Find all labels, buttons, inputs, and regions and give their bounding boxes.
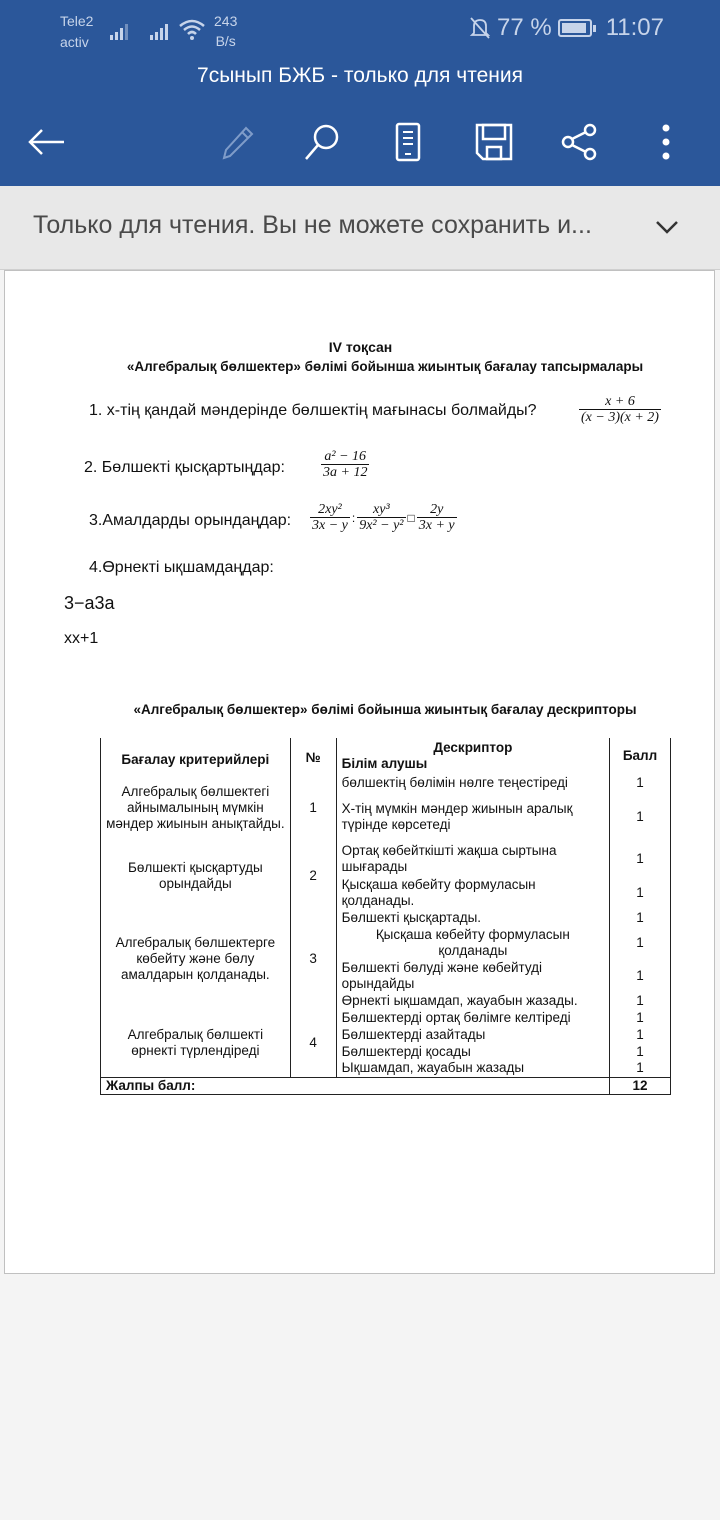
more-options-button[interactable] (640, 116, 692, 168)
denominator: 3x − y (312, 518, 348, 533)
quarter-heading: IV тоқсан (328, 339, 393, 355)
empty-cell (290, 1060, 336, 1077)
descriptor-cell: бөлшектің бөлімін нөлге теңестіреді (336, 774, 609, 792)
table-row (101, 1009, 671, 1026)
descriptor-cell: Бөлшекті бөлуді және көбейтуді орындайды (336, 959, 609, 992)
empty-cell (101, 1060, 291, 1077)
read-only-infobar[interactable] (0, 186, 720, 270)
descriptor-cell: Х-тің мүмкін мәндер жиынын аралық түрінде көрсетеді (336, 792, 609, 842)
save-icon (474, 122, 514, 162)
numerator: x + 6 (605, 394, 635, 409)
table-row (101, 909, 671, 926)
document-title: 7сынып БЖБ - только для чтения (197, 64, 523, 87)
q4-line-2: xx+1 (64, 630, 99, 647)
num-cell: 2 (290, 842, 336, 909)
operator: : (351, 510, 356, 525)
bell-off-icon (469, 16, 491, 40)
table-row (101, 842, 671, 876)
battery-icon (558, 19, 592, 37)
empty-cell (101, 909, 291, 926)
empty-cell (290, 1009, 336, 1026)
table-row (101, 1060, 671, 1077)
speed-unit: B/s (215, 33, 236, 49)
mobile-view-button[interactable] (382, 116, 434, 168)
descriptor-cell: Ортақ көбейткішті жақша сыртына шығарады (336, 842, 609, 876)
signal-icon (110, 22, 130, 40)
q1-fraction (579, 394, 661, 425)
status-right (469, 14, 664, 42)
save-button[interactable] (468, 116, 520, 168)
question-2: 2. Бөлшекті қысқартыңдар: (84, 459, 285, 476)
more-vertical-icon (660, 122, 672, 162)
score-cell: 1 (610, 1026, 671, 1043)
empty-cell (101, 1009, 291, 1026)
score-cell: 1 (610, 792, 671, 842)
descriptor-cell: Бөлшектерді азайтады (336, 1026, 609, 1043)
score-cell: 1 (610, 992, 671, 1009)
score-cell: 1 (610, 926, 671, 959)
total-row (101, 1077, 671, 1094)
share-icon (560, 122, 600, 162)
wifi-icon (178, 18, 206, 42)
descriptor-cell: Қысқаша көбейту формуласын қолданады. (336, 876, 609, 909)
header-score: Балл (610, 738, 671, 774)
app-bar (0, 0, 720, 186)
total-label: Жалпы балл: (101, 1077, 610, 1094)
question-3: 3.Амалдарды орындаңдар: (89, 512, 292, 529)
edit-button[interactable] (210, 116, 262, 168)
criteria-cell: Алгебралық бөлшекті өрнекті түрлендіреді (101, 1026, 291, 1060)
criteria-cell: Алгебралық бөлшектерге көбейту және бөлу амалдарын қолданады. (101, 926, 291, 992)
signal-icon (150, 22, 170, 40)
tasks-title: «Алгебралық бөлшектер» бөлімі бойынша жиынтық бағалау тапсырмалары (126, 359, 644, 374)
num-cell: 3 (290, 926, 336, 992)
table-row (101, 774, 671, 792)
descriptor-cell: Бөлшекті қысқартады. (336, 909, 609, 926)
share-button[interactable] (554, 116, 606, 168)
q2-fraction (321, 449, 369, 480)
descriptor-cell: Өрнекті ықшамдап, жауабын жазады. (336, 992, 609, 1009)
q4-line-1: 3−a3a (64, 593, 115, 613)
table-row (101, 992, 671, 1009)
question-4: 4.Өрнекті ықшамдаңдар: (89, 559, 274, 576)
score-cell: 1 (610, 1043, 671, 1060)
empty-cell (101, 992, 291, 1009)
table-row (101, 926, 671, 959)
header-descriptor (336, 738, 609, 774)
carrier (60, 11, 93, 53)
descriptor-cell: Бөлшектерді қосады (336, 1043, 609, 1060)
score-cell: 1 (610, 1060, 671, 1077)
header-descriptor-label: Дескриптор (433, 740, 513, 755)
numerator: 2xy² (318, 502, 342, 517)
speed-value: 243 (214, 13, 238, 29)
numerator: xy³ (373, 502, 390, 517)
read-only-message: Только для чтения. Вы не можете сохранить и... (33, 211, 592, 239)
pencil-icon (216, 122, 256, 162)
status-bar (0, 0, 720, 60)
descriptor-cell: Ықшамдап, жауабын жазады (336, 1060, 609, 1077)
total-value: 12 (610, 1077, 671, 1094)
table-header-row (101, 738, 671, 774)
back-arrow-icon (26, 127, 66, 157)
mobile-view-icon (393, 122, 423, 162)
score-cell: 1 (610, 842, 671, 876)
toolbar (0, 110, 720, 174)
clock: 11:07 (605, 14, 664, 41)
search-button[interactable] (296, 116, 348, 168)
table-row (101, 1026, 671, 1043)
document-page (4, 270, 715, 1274)
carrier-name: Tele2 (60, 13, 94, 29)
criteria-cell: Бөлшекті қысқартуды орындайды (101, 842, 291, 909)
header-criteria: Бағалау критерийлері (101, 738, 291, 774)
header-descriptor-sub: Білім алушы (341, 756, 428, 771)
empty-cell (290, 992, 336, 1009)
score-cell: 1 (610, 959, 671, 992)
chevron-down-icon[interactable] (654, 214, 680, 240)
num-cell: 1 (290, 774, 336, 842)
score-cell: 1 (610, 909, 671, 926)
question-1: 1. х-тің қандай мәндерінде бөлшектің мағынасы болмайды? (89, 402, 537, 419)
score-cell: 1 (610, 1009, 671, 1026)
score-cell: 1 (610, 876, 671, 909)
operator: □ (407, 510, 415, 525)
numerator: a² − 16 (324, 449, 367, 464)
numerator: 2y (430, 502, 444, 517)
empty-cell (290, 909, 336, 926)
network-speed (214, 11, 237, 51)
descriptors-title: «Алгебралық бөлшектер» бөлімі бойынша жиынтық бағалау дескрипторы (133, 702, 637, 717)
criteria-cell: Алгебралық бөлшектегі айнымалының мүмкін мәндер жиынын анықтайды. (101, 774, 291, 842)
score-cell: 1 (610, 774, 671, 792)
descriptor-cell: Бөлшектерді ортақ бөлімге келтіреді (336, 1009, 609, 1026)
search-icon (302, 122, 342, 162)
denominator: 3x + y (418, 518, 455, 533)
carrier-sub: activ (60, 34, 89, 50)
denominator: 9x² − y² (359, 518, 404, 533)
denominator: (x − 3)(x + 2) (581, 410, 659, 425)
header-num: № (290, 738, 336, 774)
back-button[interactable] (20, 116, 72, 168)
q3-expression (310, 502, 457, 533)
descriptor-cell: Қысқаша көбейту формуласын қолданады (336, 926, 609, 959)
battery-percent: 77 % (497, 14, 552, 41)
num-cell: 4 (290, 1026, 336, 1060)
denominator: 3a + 12 (323, 465, 368, 480)
descriptor-table (100, 738, 671, 1095)
